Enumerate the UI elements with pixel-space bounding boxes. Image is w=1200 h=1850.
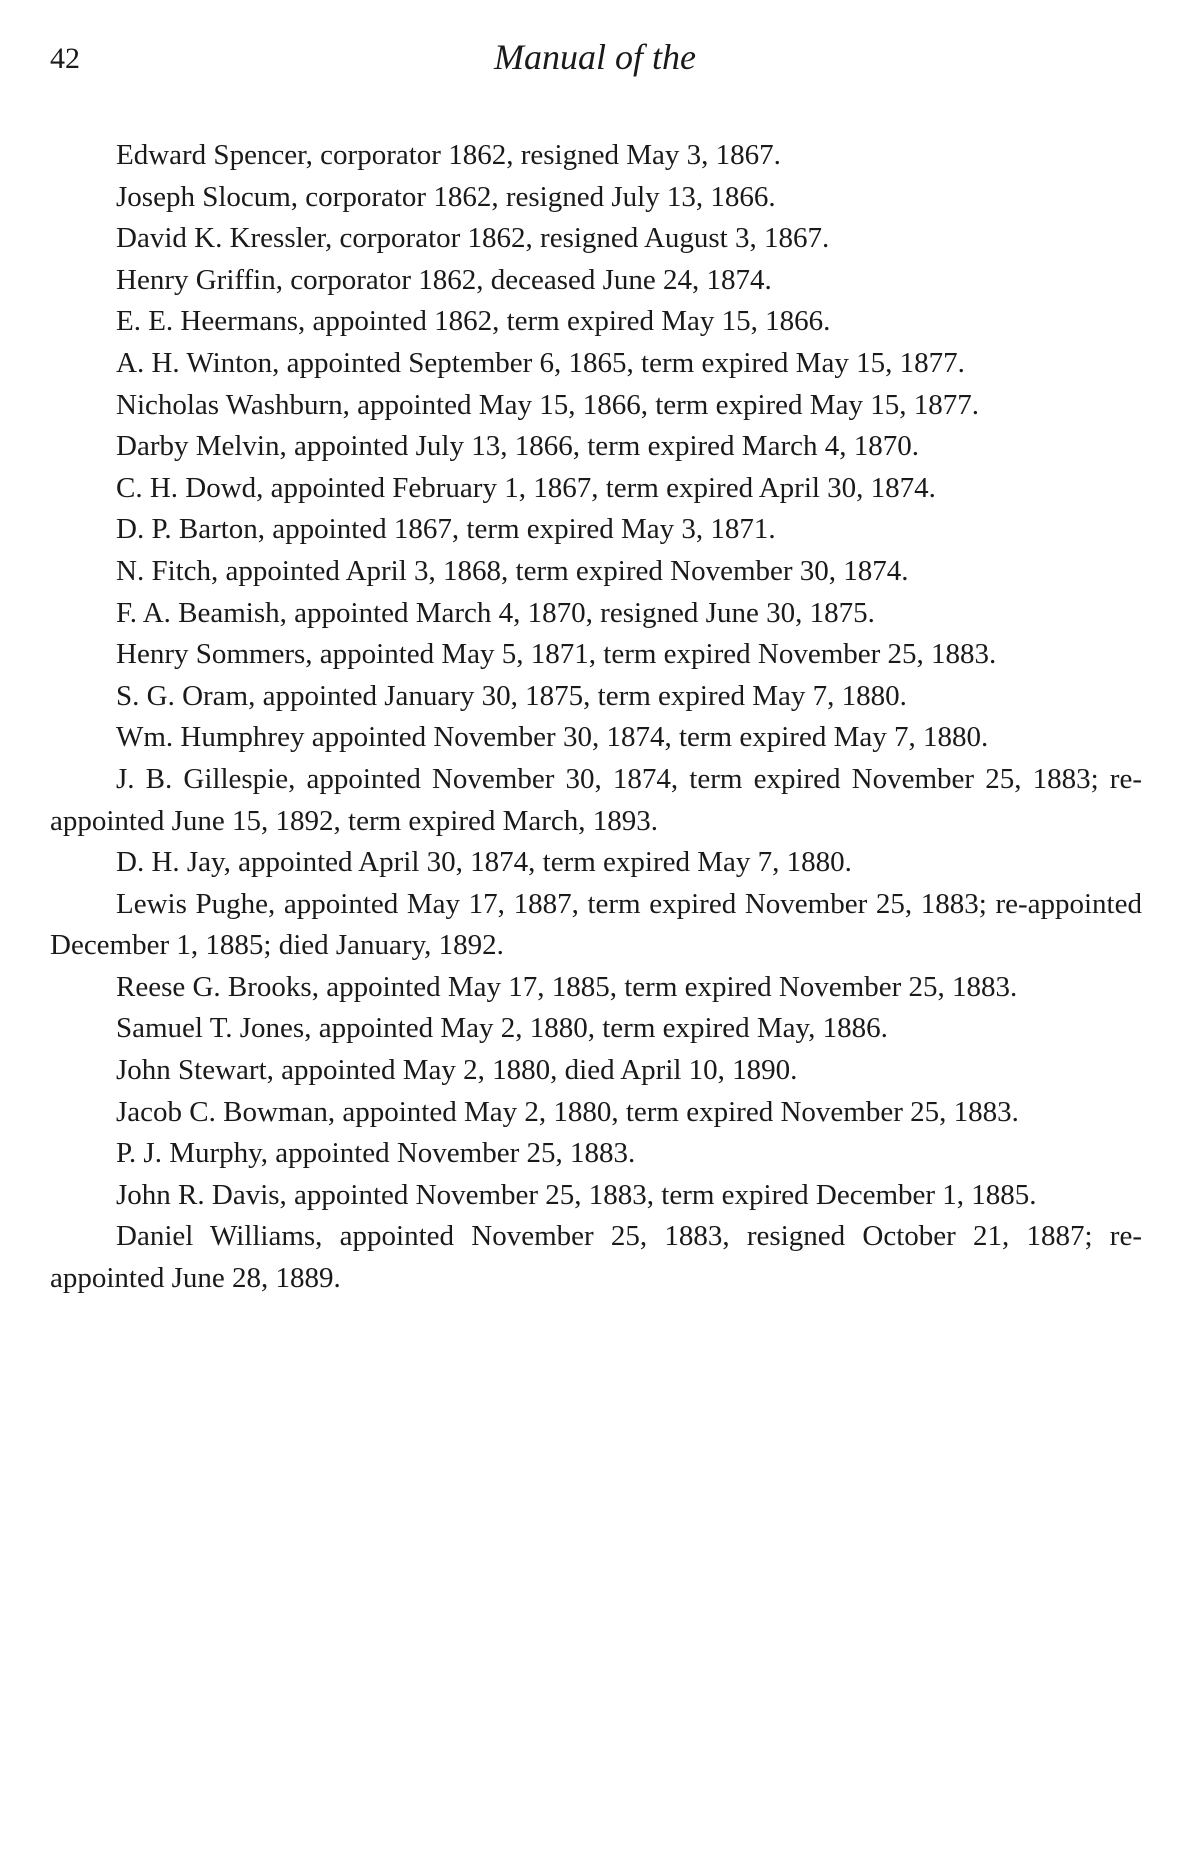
running-title: Manual of the — [494, 37, 696, 77]
list-item: Edward Spencer, corporator 1862, resigned May 3, 1867. — [116, 139, 781, 171]
list-item: J. B. Gillespie, appointed November 30, 1874, term expired November 25, 1883; re-appointed June 15, 1892, term expired March, 1893. — [50, 762, 1142, 837]
list-item: Darby Melvin, appointed July 13, 1866, term expired March 4, 1870. — [116, 430, 919, 463]
list-item: Reese G. Brooks, appointed May 17, 1885, term expired November 25, 1883. — [116, 970, 1018, 1003]
list-item: Henry Sommers, appointed May 5, 1871, term expired November 25, 1883. — [116, 638, 997, 671]
list-item: Nicholas Washburn, appointed May 15, 1866, term expired May 15, 1877. — [116, 388, 979, 421]
list-item: D. P. Barton, appointed 1867, term expired May 3, 1871. — [116, 513, 776, 546]
list-item: C. H. Dowd, appointed February 1, 1867, term expired April 30, 1874. — [116, 471, 936, 504]
list-item: Jacob C. Bowman, appointed May 2, 1880, term expired November 25, 1883. — [116, 1095, 1019, 1128]
list-item: A. H. Winton, appointed September 6, 1865, term expired May 15, 1877. — [116, 346, 965, 379]
list-item: D. H. Jay, appointed April 30, 1874, term expired May 7, 1880. — [116, 846, 852, 879]
list-item: F. A. Beamish, appointed March 4, 1870, resigned June 30, 1875. — [116, 596, 875, 629]
list-item: John R. Davis, appointed November 25, 1883, term expired December 1, 1885. — [116, 1178, 1037, 1211]
entry-list — [50, 135, 1142, 1300]
list-item: Joseph Slocum, corporator 1862, resigned July 13, 1866. — [116, 180, 776, 213]
list-item: E. E. Heermans, appointed 1862, term expired May 15, 1866. — [116, 305, 831, 338]
list-item: N. Fitch, appointed April 3, 1868, term expired November 30, 1874. — [116, 554, 909, 587]
list-item: John Stewart, appointed May 2, 1880, died April 10, 1890. — [116, 1054, 798, 1087]
page-header — [50, 30, 1140, 90]
list-item: Samuel T. Jones, appointed May 2, 1880, term expired May, 1886. — [116, 1012, 888, 1045]
list-item: Henry Griffin, corporator 1862, deceased June 24, 1874. — [116, 263, 772, 296]
list-item: Lewis Pughe, appointed May 17, 1887, term expired November 25, 1883; re-appointed December 1, 1885; died January, 1892. — [50, 887, 1142, 962]
list-item: Wm. Humphrey appointed November 30, 1874, term expired May 7, 1880. — [116, 721, 989, 754]
list-item: P. J. Murphy, appointed November 25, 1883. — [116, 1137, 636, 1170]
list-item: Daniel Williams, appointed November 25, 1883, resigned October 21, 1887; re-appointed June 28, 1889. — [50, 1220, 1142, 1295]
list-item: David K. Kressler, corporator 1862, resigned August 3, 1867. — [116, 222, 830, 255]
list-item: S. G. Oram, appointed January 30, 1875, term expired May 7, 1880. — [116, 679, 907, 712]
page-number: 42 — [50, 42, 80, 75]
